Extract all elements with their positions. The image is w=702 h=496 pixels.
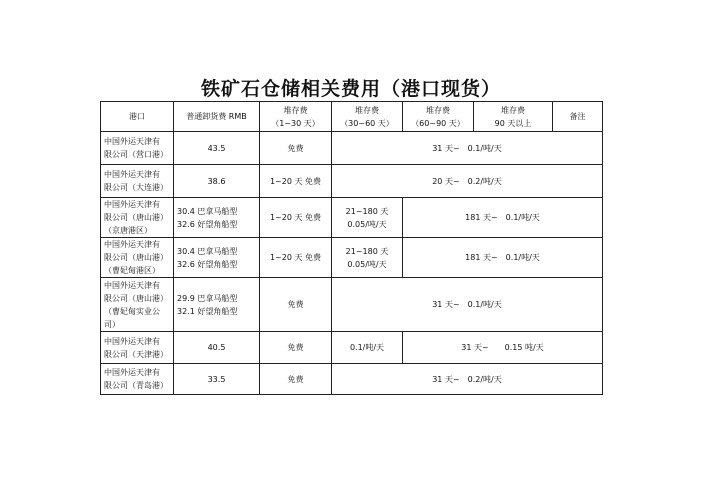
storage-rest-cell: 181 天~ 0.1/吨/天 xyxy=(403,238,603,278)
storage-rest-cell: 181 天~ 0.1/吨/天 xyxy=(403,198,603,238)
storage-1-30-cell: 1~20 天 免费 xyxy=(260,238,332,278)
storage-rest-cell: 31 天~ 0.2/吨/天 xyxy=(332,364,603,395)
table-row xyxy=(101,198,603,238)
port-cell: 中国外运天津有 限公司（营口港） xyxy=(101,132,174,165)
unloading-fee-cell: 40.5 xyxy=(174,332,260,364)
header-storage-30-60: 堆存费 （30~60 天） xyxy=(332,102,403,132)
storage-1-30-cell: 免费 xyxy=(260,364,332,395)
table-row xyxy=(101,165,603,198)
table-row xyxy=(101,332,603,364)
storage-rest-cell: 20 天~ 0.2/吨/天 xyxy=(332,165,603,198)
unloading-fee-cell: 38.6 xyxy=(174,165,260,198)
header-row xyxy=(101,102,603,132)
page-title: 铁矿石仓储相关费用（港口现货） xyxy=(200,78,501,100)
unloading-fee-cell: 43.5 xyxy=(174,132,260,165)
table-body xyxy=(101,132,603,395)
header-unloading-fee: 普通卸货费 RMB xyxy=(174,102,260,132)
unloading-fee-cell: 30.4 巴拿马船型 32.6 好望角船型 xyxy=(174,238,260,278)
header-storage-60-90: 堆存费 （60~90 天） xyxy=(403,102,474,132)
storage-1-30-cell: 免费 xyxy=(260,332,332,364)
storage-30-60-cell: 21~180 天 0.05/吨/天 xyxy=(332,238,403,278)
table-row xyxy=(101,364,603,395)
storage-rest-cell: 31 天~ 0.1/吨/天 xyxy=(332,132,603,165)
storage-1-30-cell: 免费 xyxy=(260,132,332,165)
port-cell: 中国外运天津有 限公司（唐山港） （曹妃甸港区） xyxy=(101,238,174,278)
header-port: 港口 xyxy=(101,102,174,132)
unloading-fee-cell: 33.5 xyxy=(174,364,260,395)
port-cell: 中国外运天津有 限公司（唐山港） （曹妃甸实业公 司） xyxy=(101,278,174,332)
storage-fee-table xyxy=(100,101,603,395)
table-row xyxy=(101,238,603,278)
storage-rest-cell: 31 天~ 0.15 吨/天 xyxy=(403,332,603,364)
table-row xyxy=(101,278,603,332)
storage-rest-cell: 31 天~ 0.1/吨/天 xyxy=(332,278,603,332)
unloading-fee-cell: 30.4 巴拿马船型 32.6 好望角船型 xyxy=(174,198,260,238)
port-cell: 中国外运天津有 限公司（大连港） xyxy=(101,165,174,198)
storage-1-30-cell: 1~20 天 免费 xyxy=(260,165,332,198)
header-storage-1-30: 堆存费 （1~30 天） xyxy=(260,102,332,132)
port-cell: 中国外运天津有 限公司（天津港） xyxy=(101,332,174,364)
header-note: 备注 xyxy=(553,102,603,132)
unloading-fee-cell: 29.9 巴拿马船型 32.1 好望角船型 xyxy=(174,278,260,332)
port-cell: 中国外运天津有 限公司（唐山港） （京唐港区） xyxy=(101,198,174,238)
storage-30-60-cell: 0.1/吨/天 xyxy=(332,332,403,364)
storage-1-30-cell: 1~20 天 免费 xyxy=(260,198,332,238)
port-cell: 中国外运天津有 限公司（青岛港） xyxy=(101,364,174,395)
header-storage-90-plus: 堆存费 90 天以上 xyxy=(474,102,553,132)
table-row xyxy=(101,132,603,165)
storage-1-30-cell: 免费 xyxy=(260,278,332,332)
storage-30-60-cell: 21~180 天 0.05/吨/天 xyxy=(332,198,403,238)
